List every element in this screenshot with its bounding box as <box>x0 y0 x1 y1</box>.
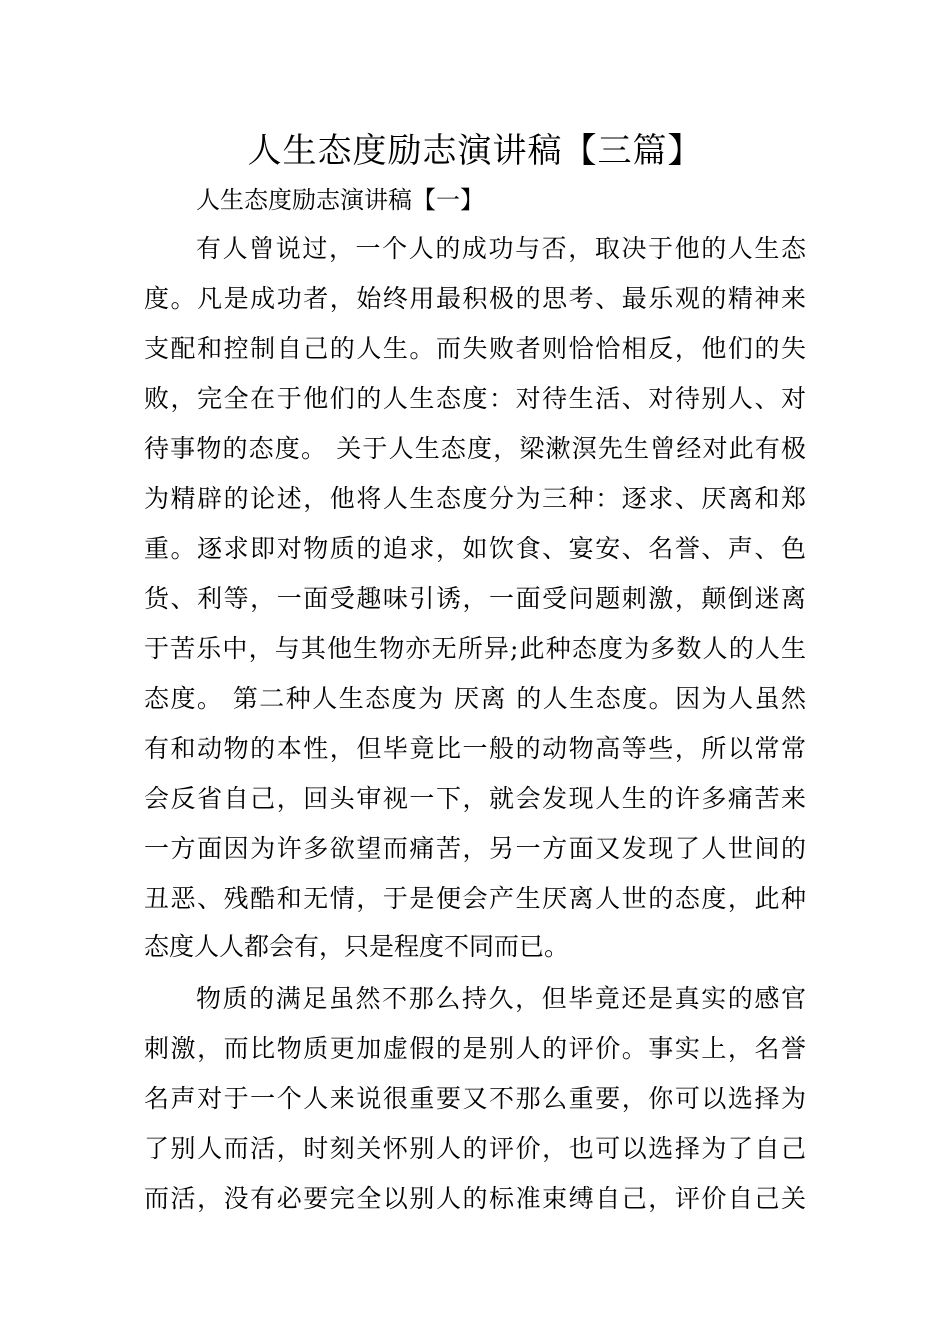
text-line: 物质的满足虽然不那么持久，但毕竟还是真实的感官 <box>196 984 806 1013</box>
text-line: 名声对于一个人来说很重要又不那么重要，你可以选择为 <box>144 1084 806 1113</box>
text-line: 会反省自己，回头审视一下，就会发现人生的许多痛苦来 <box>144 784 806 813</box>
text-line: 有和动物的本性，但毕竟比一般的动物高等些，所以常常 <box>144 734 806 763</box>
text-line: 而活，没有必要完全以别人的标准束缚自己，评价自己关 <box>144 1184 806 1213</box>
text-line: 态度人人都会有，只是程度不同而已。 <box>144 932 570 961</box>
text-line: 重。逐求即对物质的追求，如饮食、宴安、名誉、声、色 <box>144 534 806 563</box>
text-line: 态度。 第二种人生态度为 厌离 的人生态度。因为人虽然 <box>144 684 806 713</box>
text-line: 丑恶、残酷和无情，于是便会产生厌离人世的态度，此种 <box>144 884 806 913</box>
text-line: 度。凡是成功者，始终用最积极的思考、最乐观的精神来 <box>144 284 806 313</box>
text-line: 有人曾说过，一个人的成功与否，取决于他的人生态 <box>196 234 806 263</box>
text-line: 货、利等，一面受趣味引诱，一面受问题刺激，颠倒迷离 <box>144 584 806 613</box>
text-line: 败，完全在于他们的人生态度：对待生活、对待别人、对 <box>144 384 806 413</box>
document-title: 人生态度励志演讲稿【三篇】 <box>247 131 703 171</box>
text-line: 支配和控制自己的人生。而失败者则恰恰相反，他们的失 <box>144 334 806 363</box>
text-line: 待事物的态度。 关于人生态度，梁漱溟先生曾经对此有极 <box>144 434 806 463</box>
text-line: 为精辟的论述，他将人生态度分为三种：逐求、厌离和郑 <box>144 484 806 513</box>
text-line: 了别人而活，时刻关怀别人的评价，也可以选择为了自己 <box>144 1134 806 1163</box>
text-line: 于苦乐中，与其他生物亦无所异;此种态度为多数人的人生 <box>144 634 806 663</box>
text-line: 刺激，而比物质更加虚假的是别人的评价。事实上，名誉 <box>144 1034 806 1063</box>
section-heading: 人生态度励志演讲稿【一】 <box>196 186 484 214</box>
text-line: 一方面因为许多欲望而痛苦，另一方面又发现了人世间的 <box>144 834 806 863</box>
